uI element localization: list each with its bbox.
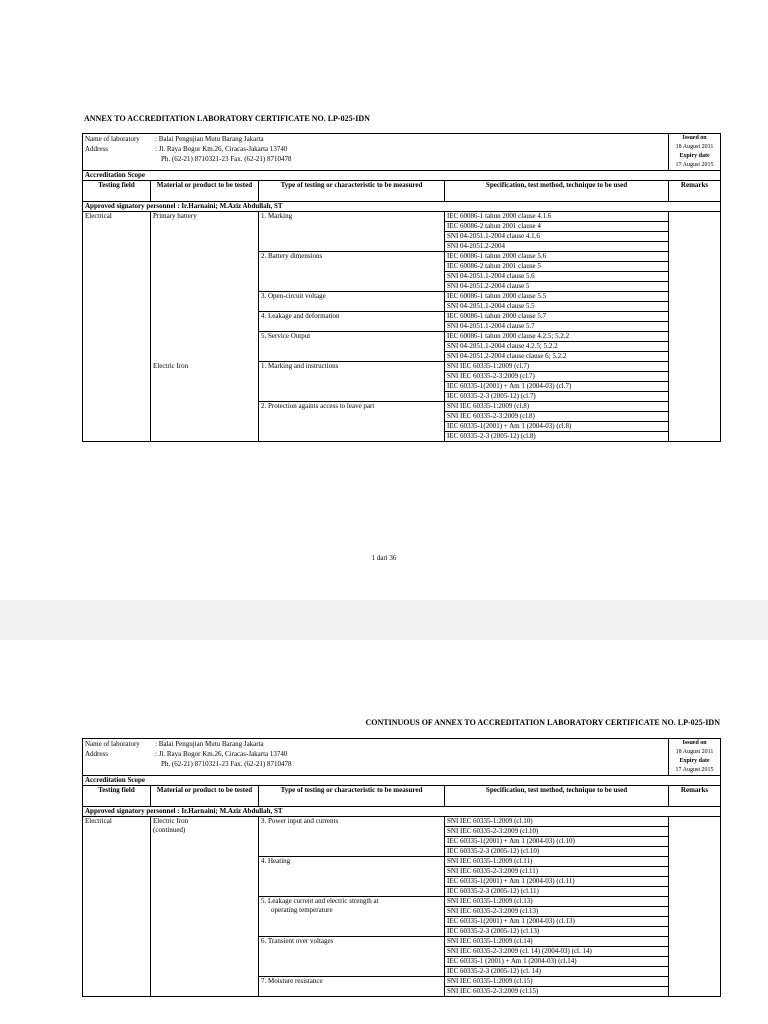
remarks-cell — [669, 897, 721, 937]
signatory-row: Approved signatory personnel : Ir.Harnaini; M.Aziz Abdullah, ST — [83, 202, 721, 212]
page-title-continued: CONTINUOUS OF ANNEX TO ACCREDITATION LABORATORY CERTIFICATE NO. LP-025-IDN — [365, 718, 720, 727]
testing-field-cell — [83, 937, 151, 977]
lab-name-label: Name of laboratory — [85, 740, 140, 748]
testing-field-cell — [83, 292, 151, 312]
test-type-label: 1. Marking — [261, 212, 293, 220]
spec-line: IEC 60335-2-3 (2005-12) (cl.7) — [447, 392, 536, 400]
header-material: Material or product to be tested — [151, 786, 259, 807]
spec-cell — [445, 402, 669, 442]
table-row — [83, 362, 721, 402]
lab-address-value: : Jl. Raya Bogor Km.26, Ciracas-Jakarta 13740 — [155, 750, 288, 758]
spec-line: SNI IEC 60335-2-3:2009 (cl.10) — [445, 827, 668, 837]
testing-field-cell — [83, 252, 151, 292]
remarks-cell — [669, 212, 721, 252]
lab-info — [83, 739, 669, 776]
spec-line: SNI IEC 60335-1:2009 (cl.14) — [445, 937, 668, 947]
expiry-value: 17 August 2015 — [675, 767, 714, 773]
material-cell — [151, 897, 259, 937]
testing-field-cell: Electrical — [83, 212, 151, 252]
remarks-cell — [669, 937, 721, 977]
testing-field-cell — [83, 977, 151, 997]
spec-line: IEC 60335-1(2001) + Am 1 (2004-03) (cl.13) — [445, 917, 668, 927]
testing-field-cell — [83, 402, 151, 442]
material-cell — [151, 362, 259, 402]
expiry-label: Expiry date — [679, 153, 710, 159]
header-testing-field: Testing field — [83, 181, 151, 202]
test-type-cell — [259, 212, 445, 252]
issue-dates — [669, 134, 721, 171]
spec-line: SNI 04-2051.1-2004 clause 5.6 — [445, 272, 668, 282]
test-type-cell — [259, 362, 445, 402]
testing-field-cell — [83, 362, 151, 402]
test-type-label: 4. Leakage and deformation — [261, 312, 340, 320]
remarks-cell — [669, 292, 721, 312]
lab-address-label: Address — [85, 750, 108, 758]
spec-line: IEC 60086-1 tahun 2000 clause 4.1.6 — [445, 212, 668, 222]
spec-line: SNI IEC 60335-2-3:2009 (cl.13) — [445, 907, 668, 917]
header-type: Type of testing or characteristic to be measured — [259, 181, 445, 202]
test-type-label: 2. Protection againts access to leave part — [261, 402, 375, 410]
spec-cell — [445, 977, 669, 997]
spec-line: SNI IEC 60335-2-3:2009 (cl.7) — [445, 372, 668, 382]
spec-line: SNI 04-2051.1-2004 clause 5.7 — [447, 322, 535, 330]
material-cell — [151, 252, 259, 292]
spec-line: IEC 60335-1(2001) + Am 1 (2004-03) (cl.11) — [445, 877, 668, 887]
spec-line: SNI IEC 60335-1:2009 (cl.10) — [445, 817, 668, 827]
table-row — [83, 402, 721, 442]
spec-line: SNI 04-2051.2-2004 clause 5 — [447, 282, 530, 290]
spec-line: SNI 04-2051.1-2004 clause 5.5 — [447, 302, 535, 310]
spec-cell — [445, 212, 669, 252]
spec-line: IEC 60335-2-3 (2005-12) (cl.10) — [447, 847, 540, 855]
issued-label: Issued on — [682, 135, 707, 141]
table-row — [83, 817, 721, 857]
lab-phone-value: Ph. (62-21) 8710321-23 Fax. (62-21) 8710478 — [161, 760, 292, 768]
header-material: Material or product to be tested — [151, 181, 259, 202]
test-type-cell — [259, 332, 445, 362]
test-type-label: 1. Marking and instructions — [261, 362, 339, 370]
testing-field-cell: Electrical — [83, 817, 151, 857]
issued-label: Issued on — [682, 740, 707, 746]
expiry-label: Expiry date — [679, 758, 710, 764]
spec-line: IEC 60335-1(2001) + Am 1 (2004-03) (cl.7) — [445, 382, 668, 392]
material-cell — [151, 312, 259, 332]
spec-line: IEC 60335-2-3 (2005-12) (cl.8) — [447, 432, 536, 440]
material-cell — [151, 857, 259, 897]
test-type-cell — [259, 817, 445, 857]
material-cell — [151, 937, 259, 977]
spec-cell — [445, 362, 669, 402]
test-type-cell — [259, 977, 445, 997]
spec-line: IEC 60086-1 tahun 2000 clause 5.6 — [445, 252, 668, 262]
spec-line: IEC 60335-1(2001) + Am 1 (2004-03) (cl.10) — [445, 837, 668, 847]
test-type-label: 7. Moisture resistance — [261, 977, 323, 985]
spec-cell — [445, 332, 669, 362]
header-remarks: Remarks — [669, 181, 721, 202]
document-page-2 — [0, 640, 768, 1024]
spec-line: IEC 60086-1 tahun 2000 clause 5.7 — [445, 312, 668, 322]
lab-name-value: : Balai Pengujian Mutu Barang Jakarta — [155, 135, 264, 143]
scope-label: Accreditation Scope — [83, 171, 721, 181]
header-spec: Specification, test method, technique to be used — [445, 786, 669, 807]
material-cell — [151, 332, 259, 362]
lab-info — [83, 134, 669, 171]
spec-cell — [445, 857, 669, 897]
issue-dates — [669, 739, 721, 776]
spec-cell — [445, 312, 669, 332]
material-label: Electric Iron — [153, 361, 189, 370]
table-row — [83, 857, 721, 897]
spec-line: IEC 60335-2-3 (2005-12) (cl.13) — [447, 927, 540, 935]
spec-cell — [445, 292, 669, 312]
test-type-cell — [259, 937, 445, 977]
spec-line: IEC 60086-1 tahun 2000 clause 4.2.5; 5.2.2 — [445, 332, 668, 342]
page-title: ANNEX TO ACCREDITATION LABORATORY CERTIFICATE NO. LP-025-IDN — [84, 114, 370, 123]
spec-line: SNI IEC 60335-2-3:2009 (cl. 14) (2004-03) (cl. 14) — [445, 947, 668, 957]
material-cell — [151, 292, 259, 312]
spec-line: IEC 60086-2 tahun 2001 clause 5 — [445, 262, 668, 272]
spec-cell — [445, 897, 669, 937]
material-label: Primary battery — [153, 212, 197, 220]
spec-line: SNI IEC 60335-1:2009 (cl.8) — [445, 402, 668, 412]
test-type-label: 6. Transient over voltages — [261, 937, 334, 945]
issued-value: 18 August 2011 — [675, 144, 714, 150]
remarks-cell — [669, 312, 721, 332]
test-type-label: 5. Service Output — [261, 332, 311, 340]
testing-field-cell — [83, 332, 151, 362]
material-cell — [151, 212, 259, 252]
spec-line: SNI IEC 60335-1:2009 (cl.13) — [445, 897, 668, 907]
spec-line: IEC 60086-1 tahun 2000 clause 5.5 — [445, 292, 668, 302]
signatory-row: Approved signatory personnel : Ir.Harnaini; M.Aziz Abdullah, ST — [83, 807, 721, 817]
remarks-cell — [669, 857, 721, 897]
spec-line: SNI 04-2051.1-2004 clause 4.1.6 — [445, 232, 668, 242]
header-remarks: Remarks — [669, 786, 721, 807]
spec-line: SNI IEC 60335-2-3:2009 (cl.15) — [447, 987, 539, 995]
page-number: 1 dari 36 — [371, 554, 397, 562]
remarks-cell — [669, 332, 721, 362]
material-cell — [151, 817, 259, 857]
spec-line: IEC 60335-1 (2001) + Am 1 (2004-03) (cl.14) — [445, 957, 668, 967]
test-type-cell — [259, 897, 445, 937]
test-type-cell — [259, 312, 445, 332]
lab-address-label: Address — [85, 145, 108, 153]
test-type-label: 3. Open-circuit voltage — [261, 292, 326, 300]
header-testing-field: Testing field — [83, 786, 151, 807]
material-note: (continued) — [153, 826, 186, 834]
spec-line: IEC 60335-1(2001) + Am 1 (2004-03) (cl.8) — [445, 422, 668, 432]
spec-line: IEC 60335-2-3 (2005-12) (cl.11) — [447, 887, 539, 895]
material-cell — [151, 402, 259, 442]
remarks-cell — [669, 252, 721, 292]
header-spec: Specification, test method, technique to be used — [445, 181, 669, 202]
material-cell — [151, 977, 259, 997]
table-row — [83, 937, 721, 977]
remarks-cell — [669, 977, 721, 997]
spec-line: SNI 04-2051.2-2004 clause clause 6; 5.2.2 — [447, 352, 567, 360]
test-type-label: 3. Power input and currents — [261, 817, 339, 825]
table-row — [83, 977, 721, 997]
spec-line: SNI IEC 60335-1:2009 (cl.11) — [445, 857, 668, 867]
test-type-cell — [259, 402, 445, 442]
spec-line: SNI IEC 60335-1:2009 (cl.7) — [445, 362, 668, 372]
test-type-label: 4. Heating — [261, 857, 291, 865]
test-type-label-cont: operating temperature — [271, 906, 333, 914]
test-type-cell — [259, 252, 445, 292]
spec-line: IEC 60086-2 tahun 2001 clause 4 — [445, 222, 668, 232]
spec-cell — [445, 937, 669, 977]
test-type-cell — [259, 292, 445, 312]
spec-cell — [445, 817, 669, 857]
remarks-cell — [669, 362, 721, 402]
spec-line: SNI 04-2051.1-2004 clause 4.2.5; 5.2.2 — [445, 342, 668, 352]
lab-name-label: Name of laboratory — [85, 135, 140, 143]
lab-address-value: : Jl. Raya Bogor Km.26, Ciracas-Jakarta 13740 — [155, 145, 288, 153]
spec-line: IEC 60335-2-3 (2005-12) (cl. 14) — [447, 967, 541, 975]
expiry-value: 17 August 2015 — [675, 162, 714, 168]
scope-label: Accreditation Scope — [83, 776, 721, 786]
test-type-label: 2. Battery dimensions — [261, 252, 323, 260]
spec-cell — [445, 252, 669, 292]
table-row — [83, 292, 721, 312]
table-row — [83, 312, 721, 332]
header-type: Type of testing or characteristic to be measured — [259, 786, 445, 807]
table-row — [83, 332, 721, 362]
accreditation-table-continued — [82, 738, 721, 997]
testing-field-cell — [83, 897, 151, 937]
test-type-label: 5. Leakage current and electric strength at — [261, 897, 379, 905]
table-row — [83, 212, 721, 252]
spec-line: SNI 04-2051.2-2004 — [447, 242, 505, 250]
remarks-cell — [669, 402, 721, 442]
testing-field-cell — [83, 312, 151, 332]
table-row — [83, 897, 721, 937]
spec-line: SNI IEC 60335-1:2009 (cl.15) — [445, 977, 668, 987]
lab-phone-value: Ph. (62-21) 8710321-23 Fax. (62-21) 8710478 — [161, 155, 292, 163]
lab-name-value: : Balai Pengujian Mutu Barang Jakarta — [155, 740, 264, 748]
table-row — [83, 252, 721, 292]
accreditation-table — [82, 133, 721, 442]
spec-line: SNI IEC 60335-2-3:2009 (cl.8) — [445, 412, 668, 422]
remarks-cell — [669, 817, 721, 857]
test-type-cell — [259, 857, 445, 897]
material-label: Electric Iron — [153, 817, 189, 825]
issued-value: 18 August 2011 — [675, 749, 714, 755]
testing-field-cell — [83, 857, 151, 897]
spec-line: SNI IEC 60335-2-3:2009 (cl.11) — [445, 867, 668, 877]
